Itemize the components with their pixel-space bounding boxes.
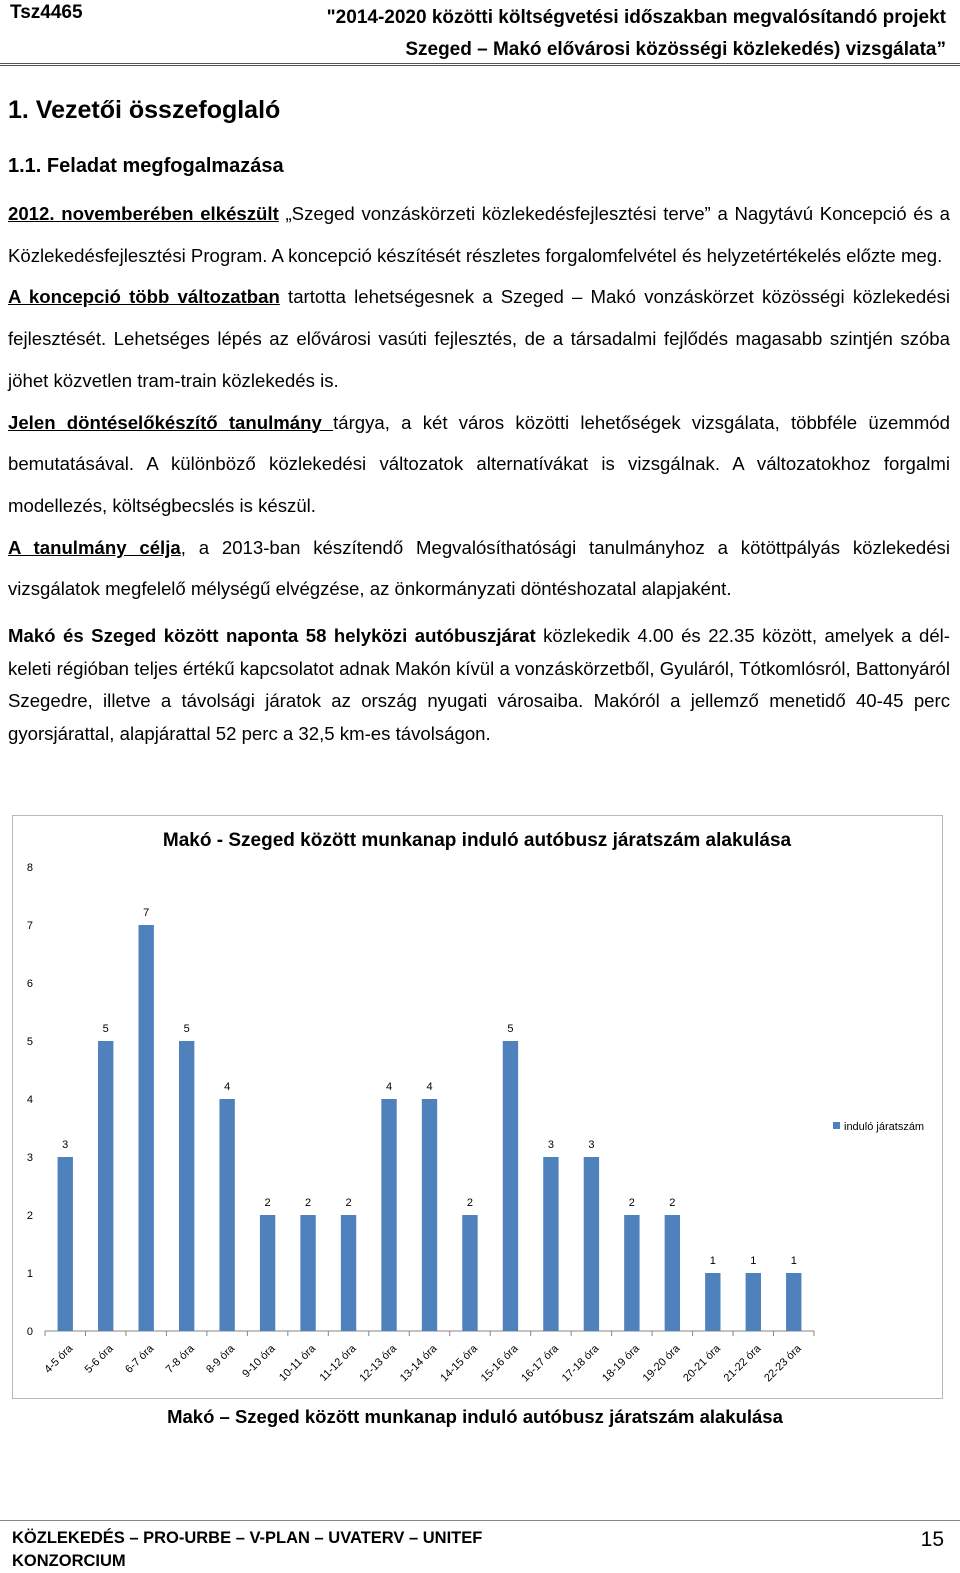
x-tick-label: 15-16 óra [478,1342,521,1385]
summary-text [8,193,950,750]
x-tick-label: 4-5 óra [42,1342,76,1376]
header-divider [0,63,960,66]
paragraph-4-emphasis: A tanulmány célja [8,536,181,558]
x-tick-label: 20-21 óra [681,1342,723,1385]
bar-7 [300,1215,315,1331]
paragraph-4-body: , a 2013-ban készítendő Megvalósíthatósági tanulmányhoz a kötöttpályás közlekedési vizsgálatok megfelelő mélységű elvégzése, az önkormányzati döntéshozatal alapjaként. [8,536,950,600]
bar-value-label: 2 [305,1197,312,1209]
bar-5 [219,1099,234,1331]
bar-6 [260,1215,275,1331]
bar-value-label: 2 [345,1197,352,1209]
x-tick-label: 16-17 óra [519,1342,562,1385]
paragraph-1-emphasis: 2012. novemberében elkészült [8,203,279,224]
bar-value-label: 2 [466,1197,474,1209]
x-tick-label: 17-18 óra [559,1342,602,1385]
paragraph-4 [8,527,950,610]
bar-3 [138,925,153,1331]
y-tick-label: 5 [26,1036,33,1048]
x-tick-label: 13-14 óra [397,1342,440,1385]
bar-value-label: 4 [224,1081,231,1093]
x-tick-label: 8-9 óra [204,1342,238,1376]
bar-16 [665,1215,680,1331]
legend-label: induló járatszám [844,1121,925,1133]
footer-organization: KÖZLEKEDÉS – PRO-URBE – V-PLAN – UVATERV – UNITEF KONZORCIUM [12,1529,483,1570]
bar-11 [462,1215,477,1331]
bar-value-label: 3 [588,1139,595,1151]
y-tick-label: 3 [26,1152,33,1164]
x-tick-label: 19-20 óra [640,1342,683,1385]
section-heading: 1. Vezetői összefoglaló [8,96,281,124]
page-number: 15 [920,1528,944,1551]
bar-17 [705,1273,720,1331]
x-tick-label: 12-13 óra [357,1342,400,1385]
x-tick-label: 21-22 óra [721,1342,764,1385]
bar-19 [786,1273,801,1331]
bar-value-label: 1 [709,1255,716,1267]
x-tick-label: 11-12 óra [317,1342,359,1384]
x-tick-label: 14-15 óra [438,1342,481,1385]
bar-value-label: 1 [750,1255,757,1267]
bar-14 [584,1157,599,1331]
x-tick-label: 5-6 óra [82,1342,116,1376]
y-tick-label: 6 [26,978,33,990]
paragraph-5-emphasis: Makó és Szeged között naponta 58 helyközi autóbuszjárat [8,625,536,647]
bar-value-label: 1 [790,1255,797,1267]
bar-value-label: 7 [143,907,150,919]
y-tick-label: 4 [26,1094,33,1106]
bar-9 [381,1099,396,1331]
paragraph-3-emphasis: Jelen döntéselőkészítő tanulmány [8,411,334,433]
y-tick-label: 0 [26,1326,33,1338]
bar-8 [341,1215,356,1331]
x-tick-label: 10-11 óra [276,1342,319,1384]
bar-value-label: 2 [264,1197,271,1209]
bar-value-label: 4 [385,1081,393,1093]
bar-value-label: 3 [62,1139,69,1151]
x-tick-label: 7-8 óra [163,1342,197,1376]
y-tick-label: 2 [26,1210,33,1222]
paragraph-5-body: közlekedik 4.00 és 22.35 között, amelyek a dél-keleti régióban teljes értékű kapcsolatot adnak Makón kívül a vonzáskörzetből, Gyuláról, Tótkomlósról, Battonyáról Szegedre, illetve a távolsági járatok az ország nyugati városaiba. Makóról a jellemző menetidő 40-45 perc gyorsjárattal, alapjárattal 52 perc a 32,5 km-es távolságon. [8,625,951,744]
chart-canvas [13,816,942,1398]
legend-swatch [833,1122,840,1129]
paragraph-1 [8,193,950,276]
y-tick-label: 8 [26,862,33,874]
bar-value-label: 5 [183,1023,190,1035]
chart-title: Makó - Szeged között munkanap induló autóbusz járatszám alakulása [162,830,792,851]
bar-12 [503,1041,518,1331]
document-code: Tsz4465 [10,2,83,23]
bus-departures-chart [12,815,943,1399]
bar-10 [422,1099,437,1331]
bar-value-label: 2 [669,1197,676,1209]
x-tick-label: 9-10 óra [240,1342,278,1381]
paragraph-2-emphasis: A koncepció több változatban [8,286,280,308]
bar-value-label: 2 [628,1197,635,1209]
document-title [327,2,946,66]
bar-1 [58,1157,73,1331]
document-title-line2: Szeged – Makó elővárosi közösségi közlekedés) vizsgálata” [405,39,946,60]
paragraph-3-body: tárgya, a két város közötti lehetőségek vizsgálata, többféle üzemmód bemutatásával. A különböző közlekedési változatok alternatívákat is vizsgálnak. A változatokhoz forgalmi modellezés, költségbecslés is készül. [8,411,950,516]
paragraph-2 [8,276,950,401]
bar-15 [624,1215,639,1331]
paragraph-3 [8,402,950,527]
y-tick-label: 1 [26,1268,33,1280]
bar-18 [746,1273,761,1331]
paragraph-5 [8,620,950,750]
bar-value-label: 4 [426,1081,433,1093]
subsection-heading: 1.1. Feladat megfogalmazása [8,155,284,177]
bar-13 [543,1157,558,1331]
footer-divider [0,1520,960,1521]
document-title-line1: "2014-2020 közötti költségvetési időszakban megvalósítandó projekt [326,7,946,28]
paragraph-1-body: „Szeged vonzáskörzeti közlekedésfejlesztési terve” a Nagytávú Koncepció és a Közlekedésfejlesztési Program. A koncepció készítését részletes forgalomfelvétel és helyzetértékelés előzte meg. [8,203,950,266]
x-tick-label: 18-19 óra [600,1342,642,1385]
bar-4 [179,1041,194,1331]
bar-value-label: 3 [547,1139,554,1151]
figure-caption: Makó – Szeged között munkanap induló autóbusz járatszám alakulása [167,1406,783,1427]
x-tick-label: 22-23 óra [762,1342,804,1385]
bar-value-label: 5 [507,1023,514,1035]
y-tick-label: 7 [26,920,33,932]
bar-value-label: 5 [102,1023,109,1035]
x-tick-label: 6-7 óra [123,1342,157,1376]
bar-2 [98,1041,113,1331]
paragraph-2-body: tartotta lehetségesnek a Szeged – Makó vonzáskörzet közösségi közlekedési fejlesztését. Lehetséges lépés az elővárosi vasúti fejlesztés, de a társadalmi fejlődés magasabb szintjén szóba jöhet közvetlen tram-train közlekedés is. [8,286,950,391]
